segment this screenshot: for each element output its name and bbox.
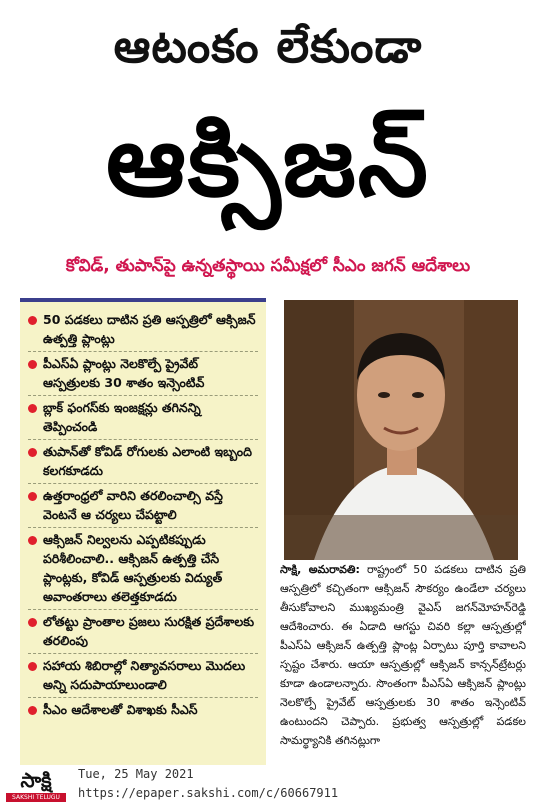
- sakshi-logo[interactable]: [4, 767, 68, 810]
- bullet-icon: [28, 706, 37, 715]
- headline-line2: ఆక్సిజన్: [106, 102, 430, 219]
- logo-text: సాక్షి: [20, 768, 52, 792]
- source-url[interactable]: https://epaper.sakshi.com/c/60667911: [78, 786, 339, 800]
- article-text: రాష్ట్రంలో 50 పడకలు దాటిన ప్రతి ఆస్పత్రిలో కచ్చితంగా ఆక్సిజన్ సౌకర్యం ఉండేలా చర్యలు తీసుకోవాలని ముఖ్యమంత్రి వైఎస్ జగన్‌మోహన్‌రెడ్డి ఆదేశించారు. ఈ ఏడాది ఆగస్టు చివరి కల్లా ఆస్పత్రుల్లో పీఎస్ఏ ఆక్సిజన్ ఉత్పత్తి ప్లాంట్ల ఏర్పాటు పూర్తి కావాలని స్పష్టం చేశారు. ఆయా ఆస్పత్రుల్లో ఆక్సిజన్ కాన్సన్‌ట్రేటర్లు కూడా ఉండాలన్నారు. సొంతంగా పీఎస్ఏ ఆక్సిజన్ ప్లాంట్లు నెలకొల్పే ప్రైవేట్ ఆస్పత్రులకు 30 శాతం ఇన్సెంటివ్ ఉంటుందని చెప్పారు. ప్రభుత్వ ఆస్పత్రుల్లో పడకల సామర్థ్యానికి తగినట్లుగా: [280, 563, 526, 747]
- highlight-text: ఉత్తరాంధ్రలో వారిని తరలించాల్సి వస్తే వెంటనే ఆ చర్యలు చేపట్టాలి: [43, 488, 223, 522]
- headline-line1: ఆటంకం లేకుండా: [113, 19, 423, 73]
- logo-subtext: SAKSHI TELUGU DAILY: [6, 793, 66, 802]
- bullet-icon: [28, 316, 37, 325]
- article-body: [280, 560, 526, 760]
- article-dateline: సాక్షి, అమరావతి:: [280, 563, 360, 576]
- highlight-item: [28, 396, 258, 440]
- highlight-item: [28, 352, 258, 396]
- bullet-icon: [28, 492, 37, 501]
- highlight-text: 50 పడకలు దాటిన ప్రతి ఆస్పత్రిలో ఆక్సిజన్ ఉత్పత్తి ప్లాంట్లు: [43, 312, 256, 346]
- highlight-item: [28, 440, 258, 484]
- bullet-icon: [28, 536, 37, 545]
- highlight-item: [28, 484, 258, 528]
- edition-date: Tue, 25 May 2021: [78, 767, 194, 781]
- cm-photo-illustration: [284, 300, 518, 560]
- bullet-icon: [28, 662, 37, 671]
- bullet-icon: [28, 404, 37, 413]
- highlight-text: సీఎం ఆదేశాలతో విశాఖకు సీఎస్: [43, 702, 198, 717]
- highlight-item: [28, 308, 258, 352]
- highlight-item: [28, 528, 258, 610]
- bullet-icon: [28, 618, 37, 627]
- highlight-text: లోతట్టు ప్రాంతాల ప్రజలు సురక్షిత ప్రదేశాలకు తరలింపు: [43, 614, 255, 648]
- highlight-text: తుపాన్‌తో కోవిడ్ రోగులకు ఎలాంటి ఇబ్బంది కలగకూడదు: [43, 444, 252, 478]
- highlight-item: [28, 654, 258, 698]
- cm-photo: [284, 300, 518, 560]
- highlight-text: పీఎస్ఏ ప్లాంట్లు నెలకొల్పే ప్రైవేట్ ఆస్పత్రులకు 30 శాతం ఇన్సెంటివ్: [43, 356, 205, 390]
- subheadline: కోవిడ్, తుపాన్‌పై ఉన్నతస్థాయి సమీక్షలో సీఎం జగన్ ఆదేశాలు: [65, 256, 471, 276]
- bullet-icon: [28, 448, 37, 457]
- highlight-text: సహాయ శిబిరాల్లో నిత్యావసరాలు మొదలు అన్ని సదుపాయాలుండాలి: [43, 658, 246, 692]
- highlights-sidebar: [20, 298, 266, 778]
- highlight-text: బ్లాక్ ఫంగస్‌కు ఇంజక్షన్లు తగినన్ని తెప్పించండి: [43, 400, 201, 434]
- highlight-item: [28, 610, 258, 654]
- highlight-text: ఆక్సిజన్ నిల్వలను ఎప్పటికప్పుడు పరిశీలించాలి.. ఆక్సిజన్ ఉత్పత్తి చేసే ప్లాంట్లకు, కోవిడ్ ఆస్పత్రులకు విద్యుత్ అవాంతరాలు తలెత్తకూడదు: [43, 532, 223, 604]
- footer: [0, 765, 536, 810]
- highlight-item: [28, 698, 258, 722]
- bullet-icon: [28, 360, 37, 369]
